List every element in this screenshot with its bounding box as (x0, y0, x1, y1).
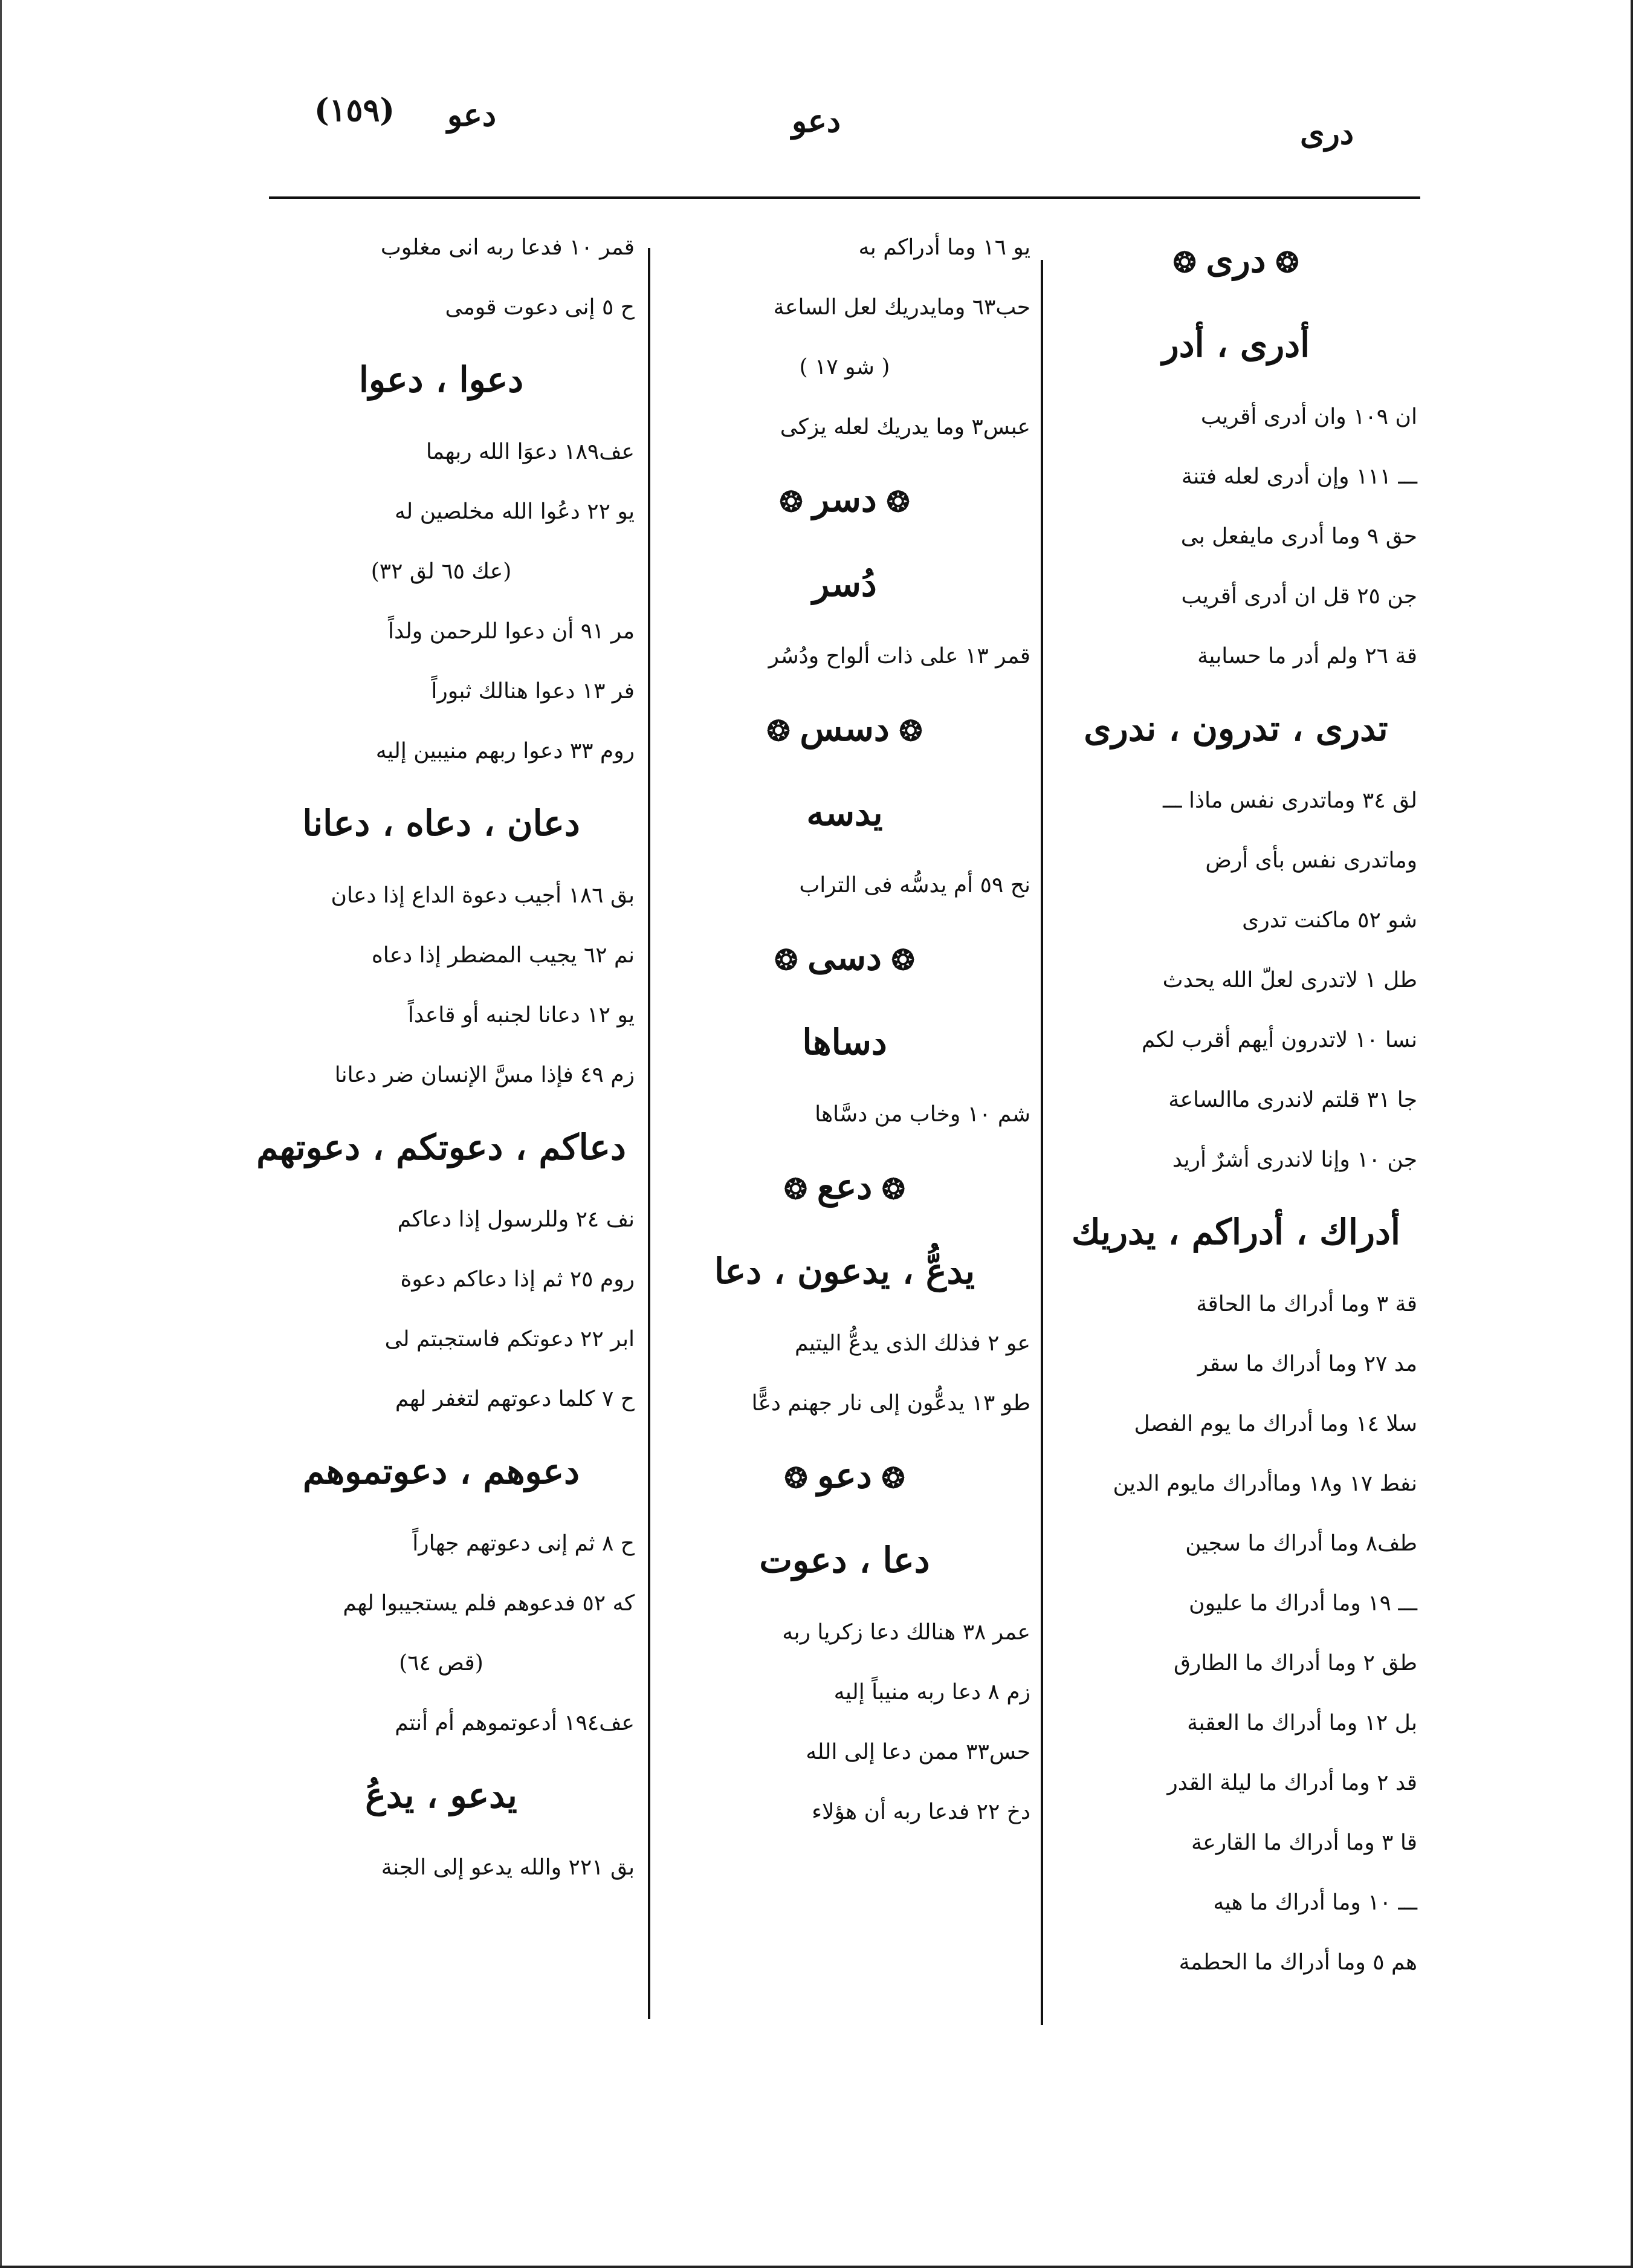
verse-line: طل ١ لاتدرى لعلّ الله يحدث (1162, 968, 1417, 993)
cross-reference: ( شو ١٧ ) (799, 355, 890, 380)
verse-line: قمر ١٠ فدعا ربه انى مغلوب (380, 235, 635, 260)
ornament-icon: ❂ (871, 1462, 905, 1494)
root-heading: ❂ دسس ❂ (766, 708, 923, 749)
word-heading: دعا ، دعوت (759, 1540, 930, 1581)
ornament-icon: ❂ (784, 1173, 817, 1205)
word-heading: دعاكم ، دعوتكم ، دعوتهم (256, 1127, 626, 1168)
ornament-icon: ❂ (1172, 246, 1206, 279)
word-heading: دعوهم ، دعوتموهم (303, 1451, 580, 1492)
verse-line: كه ٥٢ فدعوهم فلم يستجيبوا لهم (343, 1591, 635, 1616)
verse-line: روم ٢٥ ثم إذا دعاكم دعوة (400, 1267, 635, 1292)
page-header (266, 79, 1426, 169)
ornament-icon: ❂ (881, 944, 915, 976)
word-heading: يدعو ، يدعُ (365, 1775, 517, 1816)
header-mid-word: دعو (792, 103, 841, 140)
root-heading: ❂ دسى ❂ (774, 937, 915, 978)
verse-line: ان ١٠٩ وان أدرى أقريب (1200, 404, 1417, 429)
verse-line: يو ١٢ دعانا لجنبه أو قاعداً (407, 1003, 635, 1028)
verse-line: ح ٥ إنى دعوت قومى (445, 295, 635, 320)
verse-line: قمر ١٣ على ذات ألواح ودُسُر (768, 644, 1030, 669)
page-edge-left (0, 0, 2, 2268)
verse-line: جن ٢٥ قل ان أدرى أقريب (1181, 584, 1417, 609)
verse-line: ح ٨ ثم إنى دعوتهم جهاراً (412, 1531, 635, 1556)
verse-line: مر ٩١ أن دعوا للرحمن ولداً (387, 619, 635, 644)
verse-line: عف١٩٤ أدعوتموهم أم أنتم (395, 1711, 635, 1735)
verse-line: جن ١٠ وإنا لاندرى أشرٌ أريد (1172, 1147, 1417, 1172)
verse-line: نف ٢٤ وللرسول إذا دعاكم (397, 1207, 635, 1232)
word-heading: دُسر (812, 563, 877, 604)
verse-line: جا ٣١ قلتم لاندرى ماالساعة (1168, 1087, 1417, 1112)
cross-reference: (عك ٦٥ لق ٣٢) (370, 559, 512, 584)
left-column (248, 218, 635, 2043)
root-heading: ❂ دعو ❂ (784, 1455, 905, 1496)
verse-line: طف٨ وما أدراك ما سجين (1185, 1531, 1417, 1556)
word-heading: أدراك ، أدراكم ، يدريك (1072, 1211, 1400, 1252)
verse-line: بق ١٨٦ أجيب دعوة الداع إذا دعان (331, 883, 635, 908)
verse-line: زم ٨ دعا ربه منيباً إليه (833, 1680, 1030, 1705)
header-rule (269, 196, 1420, 199)
ornament-icon: ❂ (784, 1462, 818, 1494)
verse-line: دخ ٢٢ فدعا ربه أن هؤلاء (812, 1800, 1030, 1824)
page-edge-bottom (0, 2266, 1633, 2268)
ornament-icon: ❂ (774, 944, 808, 976)
ornament-icon: ❂ (872, 1173, 905, 1205)
verse-line: حس٣٣ ممن دعا إلى الله (806, 1740, 1030, 1764)
ornament-icon: ❂ (889, 714, 923, 747)
verse-line: روم ٣٣ دعوا ربهم منيبين إليه (375, 739, 635, 763)
word-heading: دعان ، دعاه ، دعانا (302, 803, 580, 844)
verse-line: وماتدرى نفس بأى أرض (1205, 848, 1417, 873)
word-heading: يدعُّ ، يدعون ، دعا (714, 1251, 975, 1292)
verse-line: قة ٣ وما أدراك ما الحاقة (1196, 1292, 1417, 1317)
verse-line: ـــ ١٩ وما أدراك ما عليون (1189, 1591, 1417, 1616)
middle-column (659, 218, 1030, 2043)
verse-line: حق ٩ وما أدرى مايفعل بى (1180, 524, 1417, 549)
verse-line: شم ١٠ وخاب من دسَّاها (815, 1102, 1030, 1127)
verse-line: يو ٢٢ دعُوا الله مخلصين له (394, 499, 635, 524)
ornament-icon: ❂ (779, 485, 813, 518)
verse-line: نح ٥٩ أم يدسُّه فى التراب (799, 873, 1030, 898)
verse-line: عف١٨٩ دعوَا الله ربهما (425, 439, 635, 464)
cross-reference: (قص ٦٤) (399, 1651, 483, 1676)
right-column (1055, 218, 1417, 2043)
word-heading: يدسه (806, 792, 883, 834)
verse-line: ح ٧ كلما دعوتهم لتغفر لهم (395, 1387, 635, 1411)
verse-line: قة ٢٦ ولم أدر ما حسابية (1197, 644, 1417, 669)
column-rule-left (648, 248, 650, 2019)
verse-line: قد ٢ وما أدراك ما ليلة القدر (1167, 1771, 1417, 1795)
verse-line: فر ١٣ دعوا هنالك ثبوراً (431, 679, 635, 704)
ornament-icon: ❂ (766, 714, 800, 747)
column-rule-right (1041, 260, 1043, 2025)
verse-line: طق ٢ وما أدراك ما الطارق (1173, 1651, 1417, 1676)
root-heading: ❂ دعع ❂ (784, 1166, 905, 1207)
verse-line: نم ٦٢ يجيب المضطر إذا دعاه (371, 943, 635, 968)
page-edge-right (1631, 0, 1633, 2268)
verse-line: زم ٤٩ فإذا مسَّ الإنسان ضر دعانا (334, 1063, 635, 1087)
header-left-word: دعو (447, 97, 497, 134)
word-heading: دساها (802, 1022, 887, 1063)
verse-line: ـــ ١٠ وما أدراك ما هيه (1213, 1890, 1417, 1915)
verse-line: نفط ١٧ و١٨ وماأدراك مايوم الدين (1113, 1471, 1417, 1496)
verse-line: عو ٢ فذلك الذى يدعُّ اليتيم (794, 1331, 1030, 1356)
ornament-icon: ❂ (1266, 246, 1299, 279)
verse-line: يو ١٦ وما أدراكم به (858, 235, 1030, 260)
root-heading: ❂ درى ❂ (1172, 239, 1299, 280)
verse-line: نسا ١٠ لاتدرون أيهم أقرب لكم (1142, 1028, 1417, 1052)
page-number: (١٥٩) (314, 92, 395, 129)
verse-line: عبس٣ وما يدريك لعله يزكى (780, 415, 1030, 439)
word-heading: تدرى ، تدرون ، ندرى (1084, 708, 1388, 749)
verse-line: حب٦٣ ومايدريك لعل الساعة (773, 295, 1030, 320)
verse-line: عمر ٣٨ هنالك دعا زكريا ربه (782, 1620, 1030, 1645)
verse-line: بل ١٢ وما أدراك ما العقبة (1187, 1711, 1417, 1735)
verse-line: مد ٢٧ وما أدراك ما سقر (1197, 1352, 1417, 1376)
root-heading: ❂ دسر ❂ (779, 479, 910, 520)
ornament-icon: ❂ (876, 485, 910, 518)
verse-line: بق ٢٢١ والله يدعو إلى الجنة (381, 1855, 635, 1880)
verse-line: لق ٣٤ وماتدرى نفس ماذا ـــ (1162, 788, 1417, 813)
verse-line: ـــ ١١١ وإن أدرى لعله فتنة (1181, 464, 1417, 489)
verse-line: ابر ٢٢ دعوتكم فاستجبتم لى (384, 1327, 635, 1352)
verse-line: هم ٥ وما أدراك ما الحطمة (1179, 1950, 1417, 1975)
verse-line: سلا ١٤ وما أدراك ما يوم الفصل (1134, 1411, 1417, 1436)
header-right-word: درى (1300, 115, 1354, 152)
word-heading: أدرى ، أدر (1162, 324, 1310, 365)
verse-line: شو ٥٢ ماكنت تدرى (1242, 908, 1417, 933)
verse-line: طو ١٣ يدعُّون إلى نار جهنم دعًّا (751, 1391, 1030, 1416)
word-heading: دعوا ، دعوا (358, 359, 524, 400)
verse-line: قا ٣ وما أدراك ما القارعة (1191, 1830, 1417, 1855)
